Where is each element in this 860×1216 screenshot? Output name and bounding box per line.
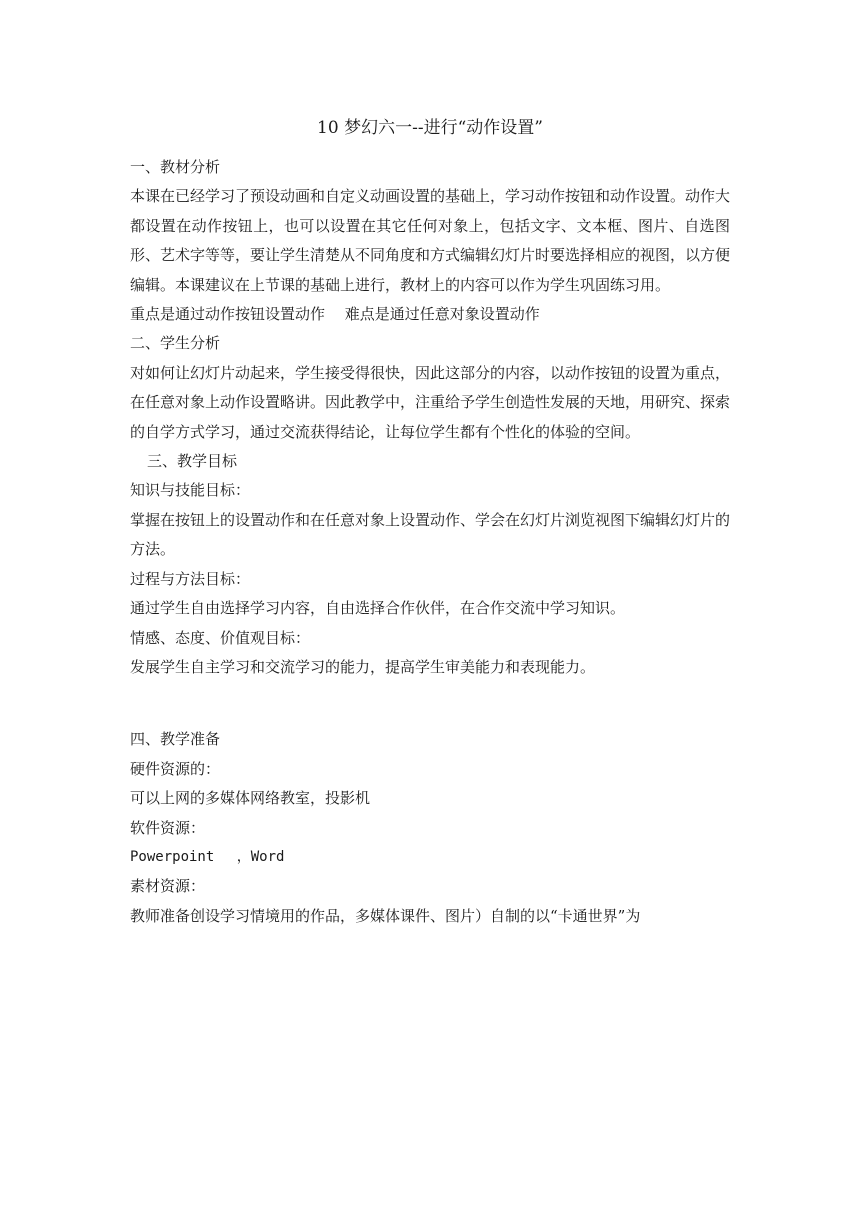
document-title: 10 梦幻六一--进行“动作设置” bbox=[317, 118, 543, 138]
knowledge-goal-text: 掌握在按钮上的设置动作和在任意对象上设置动作、学会在幻灯片浏览视图下编辑幻灯片的方法。 bbox=[130, 510, 731, 559]
student-analysis-paragraph: 对如何让幻灯片动起来，学生接受得很快，因此这部分的内容，以动作按钮的设置为重点，在任意对象上动作设置略讲。因此教学中，注重给予学生创造性发展的天地，用研究、探索的自学方式学习，通过交流获得结论，让每位学生都有个性化的体验的空间。 bbox=[130, 363, 731, 441]
section-heading-student-analysis: 二、学生分析 bbox=[130, 334, 221, 353]
hardware-text: 可以上网的多媒体网络教室，投影机 bbox=[130, 789, 371, 808]
hardware-label: 硬件资源的： bbox=[130, 759, 221, 778]
software-label: 软件资源： bbox=[130, 818, 206, 837]
knowledge-goal-label: 知识与技能目标： bbox=[130, 481, 251, 500]
section-heading-textbook-analysis: 一、教材分析 bbox=[130, 158, 221, 176]
emotion-goal-label: 情感、态度、价值观目标： bbox=[130, 628, 311, 647]
material-text: 教师准备创设学习情境用的作品，多媒体课件、图片）自制的以“卡通世界”为 bbox=[130, 906, 641, 925]
textbook-analysis-paragraph: 本课在已经学习了预设动画和自定义动画设置的基础上，学习动作按钮和动作设置。动作大都设置在动作按钮上，也可以设置在其它任何对象上，包括文字、文本框、图片、自选图形、艺术字等等，要让学生清楚从不同角度和方式编辑幻灯片时要选择相应的视图，以方便编辑。本课建议在上节课的基础上进行，教材上的内容可以作为学生巩固练习用。 bbox=[130, 187, 731, 294]
material-label: 素材资源： bbox=[130, 877, 206, 896]
key-difficult-points: 重点是通过动作按钮设置动作 难点是通过任意对象设置动作 bbox=[130, 305, 540, 324]
emotion-goal-text: 发展学生自主学习和交流学习的能力，提高学生审美能力和表现能力。 bbox=[130, 657, 596, 676]
section-heading-teaching-goals: 三、教学目标 bbox=[147, 452, 238, 471]
document-body bbox=[130, 153, 730, 931]
process-goal-label: 过程与方法目标： bbox=[130, 569, 251, 588]
process-goal-text: 通过学生自由选择学习内容，自由选择合作伙伴，在合作交流中学习知识。 bbox=[130, 599, 626, 618]
software-text: Powerpoint ，Word bbox=[130, 848, 285, 865]
section-heading-teaching-preparation: 四、教学准备 bbox=[130, 730, 221, 749]
